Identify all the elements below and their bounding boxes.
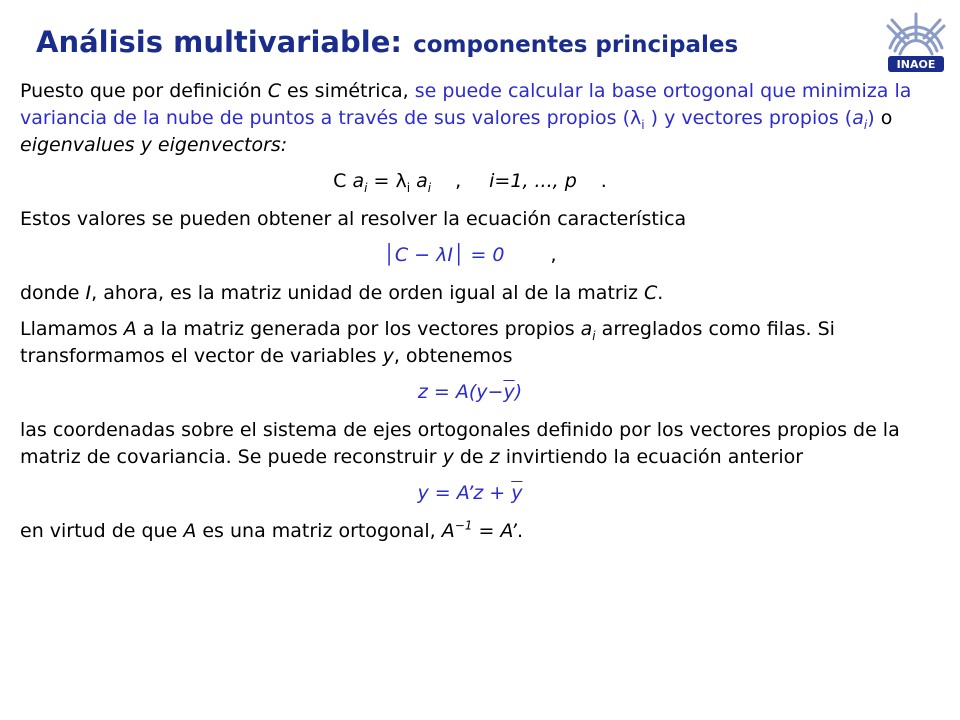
paragraph-orthogonal bbox=[20, 518, 920, 545]
intro-blue-text: se puede calcular la base ortogonal que minimiza la variancia de la nube de puntos a través de sus valores propios ( bbox=[20, 80, 912, 129]
equation-eigen bbox=[20, 168, 920, 195]
transform-y: y bbox=[382, 345, 394, 367]
equation-y bbox=[20, 480, 920, 507]
orth-equals: = bbox=[472, 520, 501, 542]
coords-text-2: de bbox=[453, 446, 490, 468]
eq3-ybar: $\overline{y}$ bbox=[503, 381, 515, 403]
eq2-body: C − λI bbox=[394, 244, 453, 266]
coords-text-3: invirtiendo la ecuación anterior bbox=[499, 446, 804, 468]
intro-matrix-c: C bbox=[267, 80, 281, 102]
orth-a-transpose: A’ bbox=[500, 520, 517, 542]
intro-blue-text-2: ) y vectores propios ( bbox=[644, 107, 853, 129]
eq2-bar-left: │ bbox=[383, 244, 395, 266]
paragraph-characteristic: Estos valores se pueden obtener al resolver la ecuación característica bbox=[20, 208, 687, 230]
coords-y: y bbox=[442, 446, 454, 468]
inaoe-logo bbox=[880, 8, 952, 78]
eq4-ybar: $\overline{y}$ bbox=[511, 482, 523, 504]
eq4-lhs: y = A’z + bbox=[417, 482, 512, 504]
eq2-rhs: = 0 bbox=[464, 244, 505, 266]
equation-z bbox=[20, 379, 920, 406]
identity-i: I bbox=[85, 282, 92, 304]
intro-lambda: $\lambda_i$ bbox=[629, 107, 645, 132]
orth-text-1: en virtud de que bbox=[20, 520, 184, 542]
intro-eigen-terms: eigenvalues y eigenvectors: bbox=[20, 134, 288, 156]
eq1-comma: , bbox=[455, 170, 462, 192]
orth-period: . bbox=[516, 520, 523, 542]
transform-text-4: , obtenemos bbox=[393, 345, 513, 367]
title-main: Análisis multivariable: bbox=[36, 25, 402, 59]
orth-a-inverse: $A^{-1}$ bbox=[441, 518, 473, 542]
identity-text-2: , ahora, es la matriz unidad de orden igual al de la matriz bbox=[91, 282, 645, 304]
identity-period: . bbox=[657, 282, 664, 304]
eq1-lambda-i: $\lambda_i$ bbox=[395, 170, 411, 195]
eq1-c: C bbox=[333, 170, 353, 192]
intro-blue-close: ) bbox=[867, 107, 875, 129]
transform-a-i: $a_i$ bbox=[580, 318, 596, 343]
intro-text-2: es simétrica, bbox=[281, 80, 415, 102]
transform-a: A bbox=[123, 318, 137, 340]
eq1-a-i-2: $a_i$ bbox=[416, 170, 432, 195]
orth-text-2: es una matriz ortogonal, bbox=[196, 520, 442, 542]
coords-z: z bbox=[489, 446, 500, 468]
coords-text-1: las coordenadas sobre el sistema de ejes ortogonales definido por los vectores propios de la matriz de covariancia. Se puede reconstruir bbox=[20, 419, 900, 468]
equation-characteristic bbox=[20, 242, 920, 269]
intro-text-3: o bbox=[874, 107, 893, 129]
eq2-comma: , bbox=[550, 244, 557, 266]
slide-body bbox=[20, 78, 920, 554]
eq3-lhs: z = A(y− bbox=[417, 381, 504, 403]
eq1-a-i: $a_i$ bbox=[352, 170, 368, 195]
orth-a: A bbox=[183, 520, 197, 542]
title-sub: componentes principales bbox=[413, 32, 739, 58]
eq3-rhs: ) bbox=[514, 381, 523, 403]
identity-c: C bbox=[644, 282, 658, 304]
paragraph-identity bbox=[20, 280, 920, 307]
transform-text-1: Llamamos bbox=[20, 318, 124, 340]
transform-text-3: arreglados como filas. Si transformamos el vector de variables bbox=[20, 318, 835, 367]
paragraph-coordinates bbox=[20, 417, 920, 471]
eq1-dot: . bbox=[600, 170, 607, 192]
slide-title bbox=[36, 22, 738, 60]
paragraph-transform bbox=[20, 316, 920, 370]
intro-text-1: Puesto que por definición bbox=[20, 80, 268, 102]
paragraph-intro bbox=[20, 78, 920, 159]
transform-text-2: a la matriz generada por los vectores propios bbox=[136, 318, 581, 340]
eq1-range: i=1, ..., p bbox=[489, 170, 577, 192]
intro-a-i: $a_i$ bbox=[852, 107, 868, 132]
eq1-equals: = bbox=[367, 170, 396, 192]
identity-text-1: donde bbox=[20, 282, 86, 304]
eq2-bar-right: │ bbox=[452, 244, 465, 266]
logo-text: INAOE bbox=[896, 58, 936, 71]
